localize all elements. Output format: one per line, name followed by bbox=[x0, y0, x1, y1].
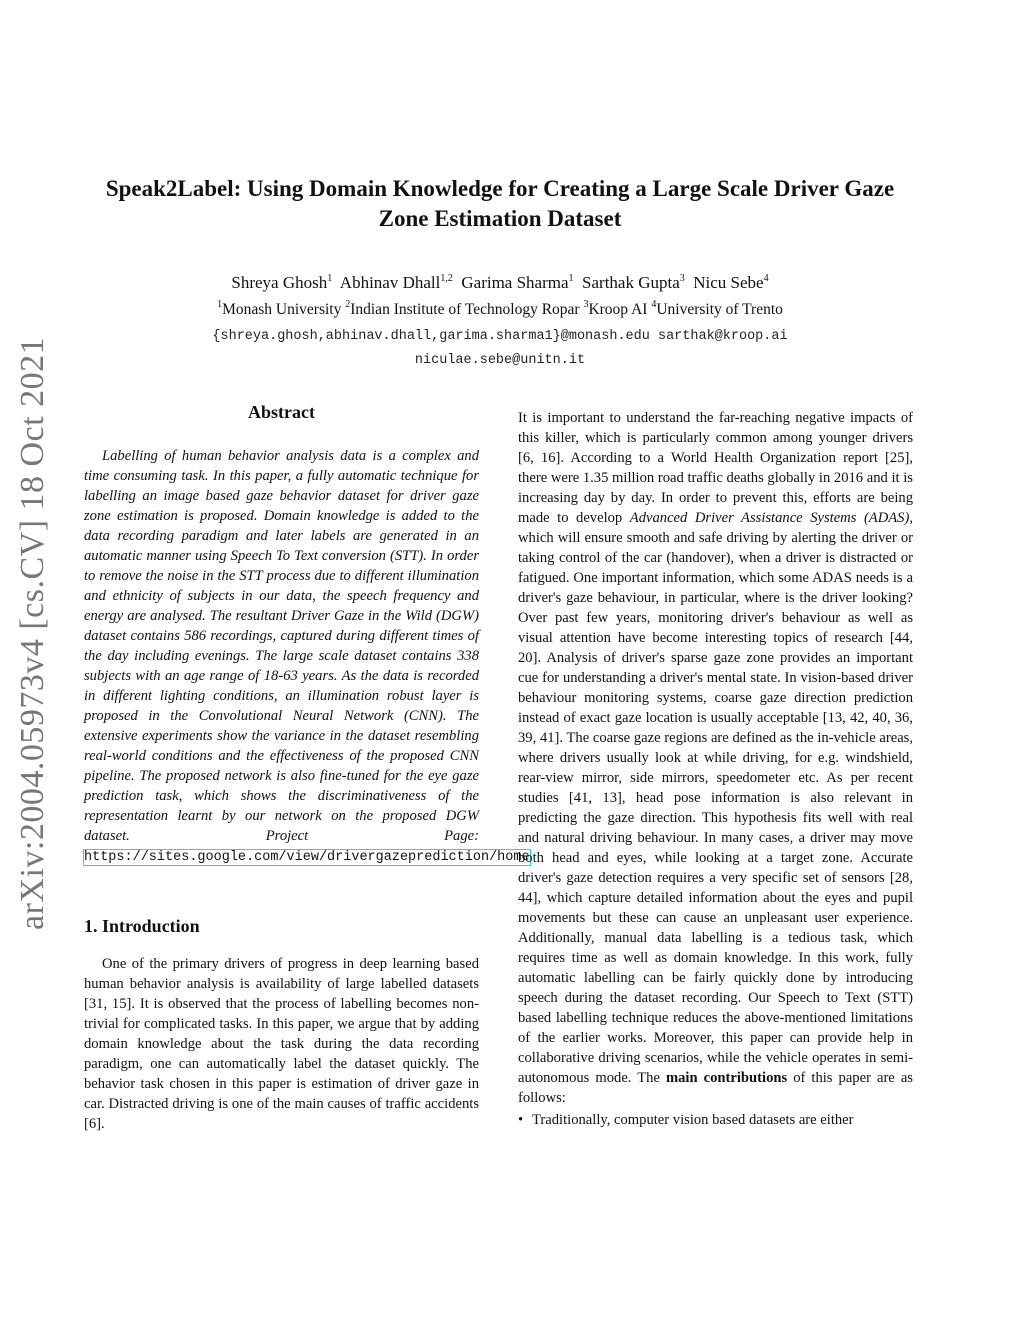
author-affil-mark: 3 bbox=[679, 273, 685, 284]
email-line: {shreya.ghosh,abhinav.dhall,garima.sharma1}@monash.edu sarthak@kroop.ai bbox=[212, 329, 788, 344]
affil-mark: 1 bbox=[217, 299, 223, 310]
email-line: niculae.sebe@unitn.it bbox=[414, 353, 586, 368]
bullet-text: Traditionally, computer vision based datasets are either bbox=[532, 1112, 854, 1128]
author-name: Sarthak Gupta bbox=[582, 273, 680, 292]
affil-mark: 4 bbox=[651, 299, 657, 310]
paragraph-text: of this paper are as follows: bbox=[518, 1070, 913, 1106]
affiliation-list bbox=[80, 300, 920, 320]
author-name: Shreya Ghosh bbox=[231, 273, 328, 292]
main-contributions-term: main contributions bbox=[665, 1070, 788, 1086]
author-affil-mark: 1 bbox=[568, 273, 574, 284]
author-name: Garima Sharma bbox=[461, 273, 569, 292]
affiliation: University of Trento bbox=[656, 301, 783, 318]
abstract-text: Labelling of human behavior analysis data is a complex and time consuming task. In this paper, a fully automatic technique for labelling an image based gaze behavior dataset for driver gaze zone estimation is proposed. Domain knowledge is added to the data recording paradigm and later labels are generated in an automatic manner using Speech To Text conversion (STT). In order to remove the noise in the STT process due to different illumination and ethnicity of subjects in our data, the speech frequency and energy are analysed. The resultant Driver Gaze in the Wild (DGW) dataset contains 586 recordings, captured during different times of the day including evenings. The large scale dataset contains 338 subjects with an age range of 18-63 years. As the data is recorded in different lighting conditions, an illumination robust layer is proposed in the Convolutional Neural Network (CNN). The extensive experiments show the variance in the dataset resembling real-world conditions and the effectiveness of the proposed CNN pipeline. The proposed network is also fine-tuned for the eye gaze prediction task, which shows the discriminativeness of the representation learnt by our network on the proposed DGW dataset. Project Page: bbox=[84, 448, 479, 844]
affil-mark: 2 bbox=[345, 299, 351, 310]
author-affil-mark: 1 bbox=[327, 273, 333, 284]
intro-paragraph: One of the primary drivers of progress in deep learning based human behavior analysis is availability of large labelled datasets [31, 15]. It is observed that the process of labelling becomes non-trivial for complicated tasks. In this paper, we argue that by adding domain knowledge about the task during the data recording paradigm, one can automatically label the dataset quickly. The behavior task chosen in this paper is estimation of driver gaze in car. Distracted driving is one of the main causes of traffic accidents [6]. bbox=[84, 956, 479, 1132]
paper-title: Speak2Label: Using Domain Knowledge for Creating a Large Scale Driver Gaze Zone Estimation Dataset bbox=[105, 176, 895, 231]
abstract-body bbox=[84, 446, 530, 868]
email-block bbox=[80, 325, 920, 373]
project-page-link[interactable]: https://sites.google.com/view/drivergazeprediction/home bbox=[84, 850, 530, 865]
paragraph-text: , which will ensure smooth and safe driving by alerting the driver or taking control of the car (handover), when a driver is distracted or fatigued. One important information, which some ADAS needs is a driver's gaze behaviour, in particular, where is the driver looking? Over past few years, monitoring driver's behaviour as well as visual attention have become interesting topics of research [44, 20]. Analysis of driver's sparse gaze zone provides an important cue for understanding a driver's mental state. In vision-based driver behaviour monitoring systems, coarse gaze direction prediction instead of exact gaze location is usually acceptable [13, 42, 40, 36, 39, 41]. The coarse gaze regions are defined as the in-vehicle areas, where drivers usually look at while driving, for e.g. windshield, rear-view mirror, side mirrors, speedometer etc. As per recent studies [41, 13], head pose information is also relevant in predicting the gaze direction. This hypothesis fits well with real and natural driving behaviour. In many cases, a driver may move both head and eyes, while looking at a target zone. Accurate driver's gaze detection requires a very specific set of sensors [28, 44], which capture detailed information about the eyes and pupil movements but these can cause an unpleasant user experience. Additionally, manual data labelling is a tedious task, which requires time as well as domain knowledge. In this work, fully automatic labelling can be fairly quickly done by introducing speech during the dataset recording. Our Speech to Text (STT) based labelling technique reduces the above-mentioned limitations of the earlier works. Moreover, this paper can provide help in collaborative driving scenarios, while the vehicle operates in semi-autonomous mode. The bbox=[518, 510, 913, 1086]
author-affil-mark: 1,2 bbox=[440, 273, 453, 284]
affiliation: Monash University bbox=[222, 301, 342, 318]
arxiv-identifier: arXiv:2004.05973v4 [cs.CV] 18 Oct 2021 bbox=[14, 336, 51, 930]
affiliation: Kroop AI bbox=[588, 301, 648, 318]
abstract-heading: Abstract bbox=[248, 402, 315, 422]
author-name: Abhinav Dhall bbox=[339, 273, 441, 292]
left-column bbox=[84, 400, 530, 1134]
affiliation: Indian Institute of Technology Ropar bbox=[350, 301, 580, 318]
adas-term: Advanced Driver Assistance Systems (ADAS) bbox=[629, 510, 910, 526]
affil-mark: 3 bbox=[583, 299, 589, 310]
author-name: Nicu Sebe bbox=[693, 273, 764, 292]
author-list bbox=[80, 272, 920, 294]
section-heading-introduction: 1. Introduction bbox=[84, 916, 200, 936]
bullet-marker: • bbox=[518, 1112, 524, 1128]
contribution-bullet bbox=[518, 1110, 913, 1130]
paragraph-text: It is important to understand the far-reaching negative impacts of this killer, which is particularly common among younger drivers [6, 16]. According to a World Health Organization report [25], there were 1.35 million road traffic deaths globally in 2016 and it is increasing day by day. In order to prevent this, efforts are being made to develop bbox=[518, 410, 913, 526]
body-paragraph bbox=[518, 408, 913, 1108]
right-column bbox=[518, 408, 913, 1130]
author-affil-mark: 4 bbox=[763, 273, 769, 284]
